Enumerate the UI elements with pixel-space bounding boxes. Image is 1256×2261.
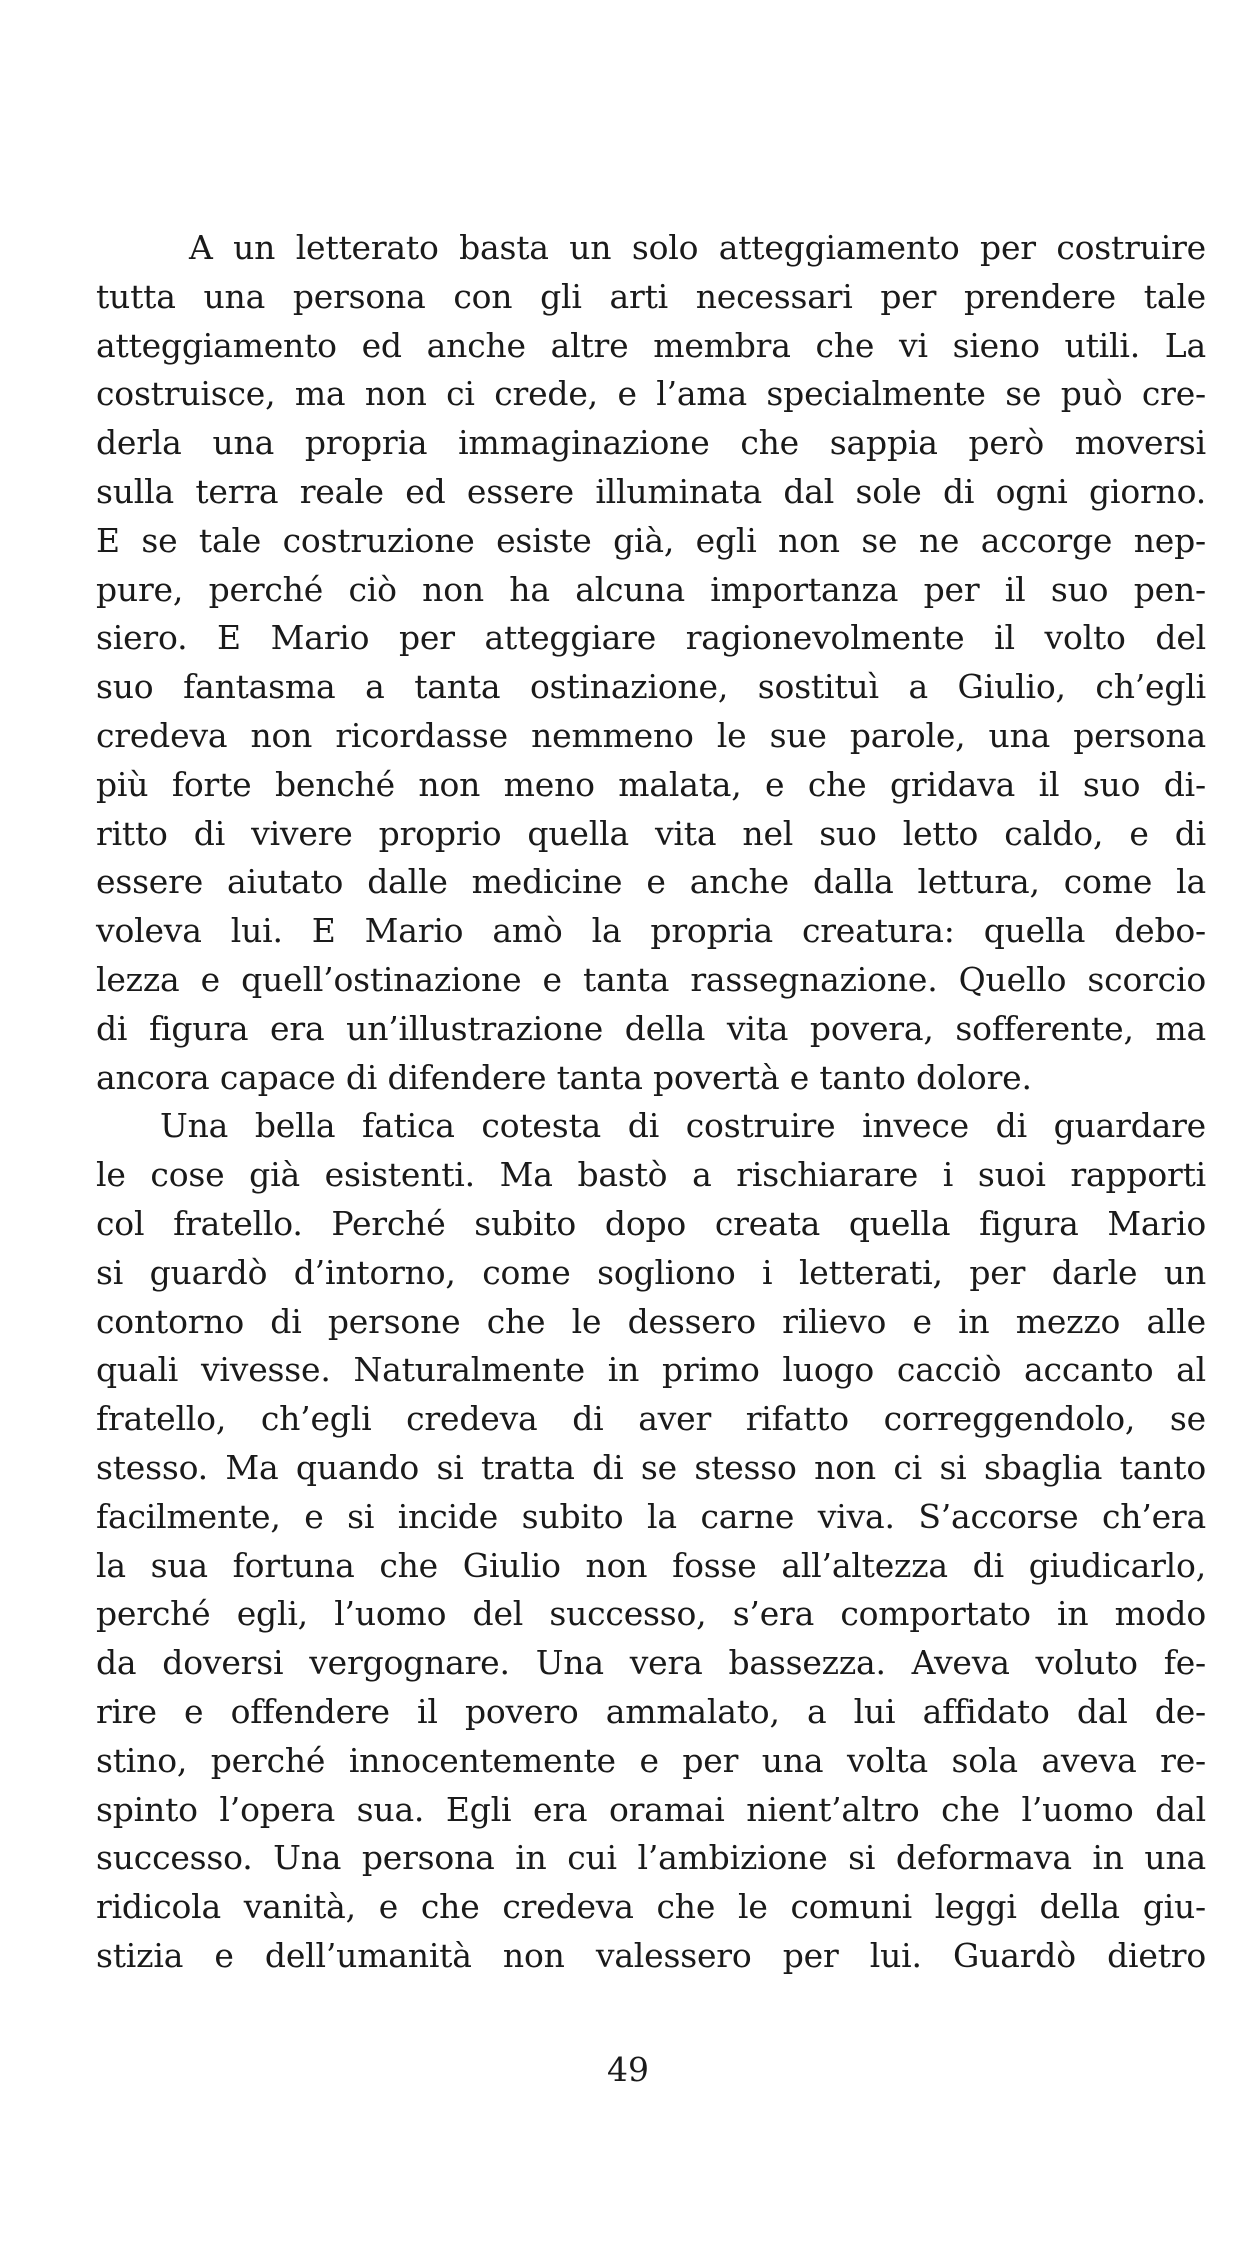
text-line: sulla terra reale ed essere illuminata dal sole di ogni giorno.: [96, 471, 1206, 511]
text-line: quali vivesse. Naturalmente in primo luogo cacciò accanto al: [96, 1350, 1206, 1390]
text-line: derla una propria immaginazione che sappia però moversi: [96, 423, 1206, 463]
text-line: voleva lui. E Mario amò la propria creatura: quella debo-: [96, 911, 1206, 951]
text-line: A un letterato basta un solo atteggiamento per costruire: [189, 228, 1206, 267]
text-line: più forte benché non meno malata, e che gridava il suo di-: [96, 764, 1206, 804]
text-line: col fratello. Perché subito dopo creata quella figura Mario: [96, 1203, 1206, 1243]
text-line: rire e offendere il povero ammalato, a lui affidato dal de-: [96, 1691, 1206, 1731]
text-line: tutta una persona con gli arti necessari per prendere tale: [96, 276, 1206, 316]
text-line: la sua fortuna che Giulio non fosse all’altezza di giudicarlo,: [96, 1545, 1206, 1585]
text-line: ancora capace di difendere tanta povertà e tanto dolore.: [96, 1057, 1032, 1097]
text-line: stino, perché innocentemente e per una volta sola aveva re-: [96, 1740, 1206, 1780]
text-line: le cose già esistenti. Ma bastò a rischiarare i suoi rapporti: [96, 1155, 1206, 1195]
text-line: ritto di vivere proprio quella vita nel suo letto caldo, e di: [96, 813, 1206, 853]
text-line: ridicola vanità, e che credeva che le comuni leggi della giu-: [96, 1887, 1206, 1927]
text-line: pure, perché ciò non ha alcuna importanza per il suo pen-: [96, 569, 1206, 609]
text-line: fratello, ch’egli credeva di aver rifatto correggendolo, se: [96, 1399, 1206, 1439]
text-line: costruisce, ma non ci crede, e l’ama specialmente se può cre-: [96, 374, 1206, 414]
text-line: da doversi vergognare. Una vera bassezza. Aveva voluto fe-: [96, 1643, 1206, 1683]
text-line: di figura era un’illustrazione della vita povera, sofferente, ma: [96, 1008, 1206, 1048]
text-line: stesso. Ma quando si tratta di se stesso non ci si sbaglia tanto: [96, 1447, 1206, 1487]
text-line: lezza e quell’ostinazione e tanta rassegnazione. Quello scorcio: [96, 959, 1206, 999]
text-line: perché egli, l’uomo del successo, s’era comportato in modo: [96, 1594, 1206, 1634]
text-line: stizia e dell’umanità non valessero per lui. Guardò dietro: [96, 1935, 1206, 1975]
text-line: credeva non ricordasse nemmeno le sue parole, una persona: [96, 715, 1206, 755]
text-line: atteggiamento ed anche altre membra che vi sieno utili. La: [96, 325, 1206, 365]
body-text: [96, 224, 1206, 1981]
page-number: 49: [607, 2050, 649, 2089]
text-line: facilmente, e si incide subito la carne viva. S’accorse ch’era: [96, 1496, 1206, 1536]
text-line: spinto l’opera sua. Egli era oramai nient’altro che l’uomo dal: [96, 1789, 1206, 1829]
text-line: Una bella fatica cotesta di costruire invece di guardare: [160, 1106, 1206, 1146]
text-line: essere aiutato dalle medicine e anche dalla lettura, come la: [96, 862, 1206, 902]
text-line: E se tale costruzione esiste già, egli non se ne accorge nep-: [96, 520, 1206, 560]
text-line: successo. Una persona in cui l’ambizione si deformava in una: [96, 1838, 1206, 1878]
text-line: si guardò d’intorno, come sogliono i letterati, per darle un: [96, 1252, 1206, 1292]
text-line: siero. E Mario per atteggiare ragionevolmente il volto del: [96, 618, 1206, 658]
text-line: suo fantasma a tanta ostinazione, sostituì a Giulio, ch’egli: [96, 667, 1206, 707]
text-line: contorno di persone che le dessero rilievo e in mezzo alle: [96, 1301, 1206, 1341]
